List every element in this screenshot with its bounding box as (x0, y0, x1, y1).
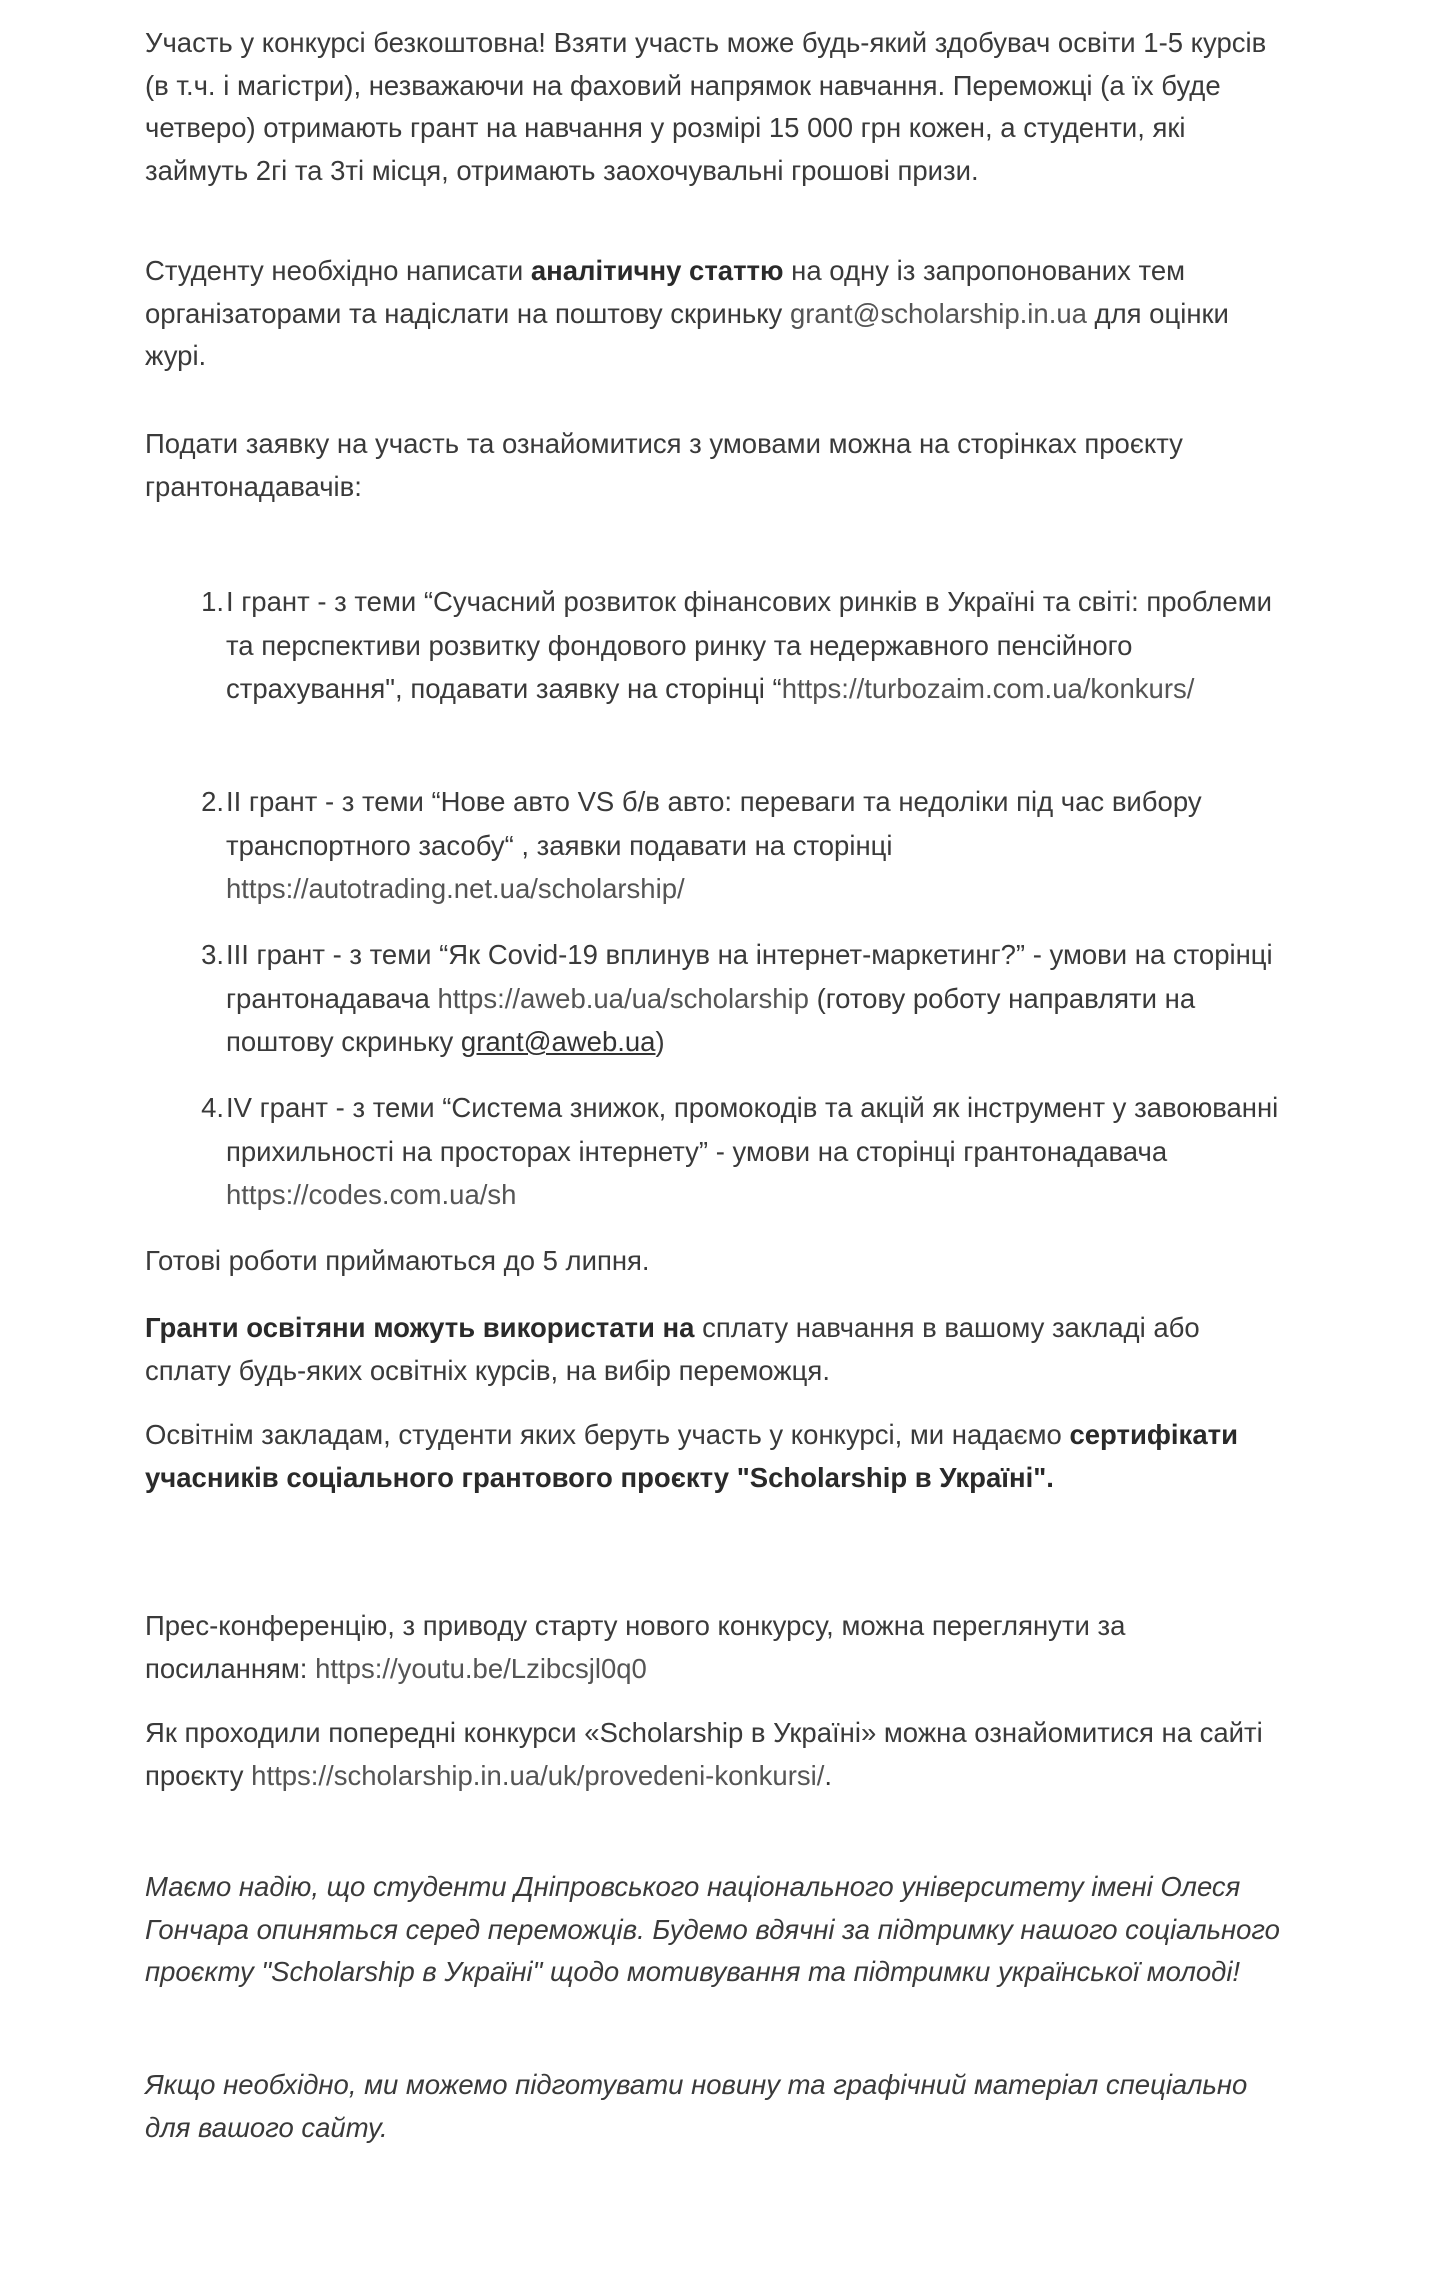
closing-offer-text: Якщо необхідно, ми можемо підготувати новину та графічний матеріал спеціально для вашого сайту. (145, 2069, 1248, 2143)
grant-url-link[interactable]: https://codes.com.ua/sh (226, 1179, 517, 1210)
grant-close-paren: ) (655, 1026, 665, 1057)
grants-use-bold: Гранти освітяни можуть використати на (145, 1312, 695, 1343)
grant-description: ІІ грант - з теми “Нове авто VS б/в авто: переваги та недоліки під час вибору транспортного засобу“ , заявки подавати на сторінці (226, 786, 1202, 861)
scholarship-email-link[interactable]: grant@scholarship.in.ua (789, 297, 1087, 329)
application-info-text: Подати заявку на участь та ознайомитися з умовами можна на сторінках проєкту грантонадавачів: (145, 428, 1183, 502)
closing-hope-text: Маємо надію, що студенти Дніпровського національного університету імені Олеся Гончара опиняться серед переможців. Будемо вдячні за підтримку нашого соціального проєкту "Scholarship в Україні" щодо мотивування та підтримки української молоді! (145, 1871, 1280, 1987)
requirement-text-middle: на одну із запропонованих тем організаторами та надіслати на поштову скриньку (145, 255, 1186, 329)
requirement-text-end: для оцінки журі. (145, 297, 1229, 371)
grant-text (226, 933, 1296, 1064)
grant-number: 4. (201, 1092, 224, 1123)
grant-description: IV грант - з теми “Система знижок, промокодів та акцій як інструмент у завоюванні прихильності на просторах інтернету” - умови на сторінці грантонадавача (226, 1092, 1279, 1167)
grant-url-link[interactable]: https://autotrading.net.ua/scholarship/ (226, 873, 685, 904)
previous-period: . (824, 1759, 833, 1791)
youtube-link[interactable]: https://youtu.be/Lzibcsjl0q0 (315, 1652, 647, 1684)
grant-number: 2. (201, 786, 224, 817)
previous-contests-paragraph (145, 1712, 1285, 1797)
deadline-paragraph (145, 1240, 1285, 1283)
press-conference-paragraph (145, 1605, 1285, 1690)
grant-description: ІІІ грант - з теми “Як Covid-19 вплинув на інтернет-маркетинг?” - умови на сторінці грантонадавача (226, 939, 1273, 1014)
grant-number: 3. (201, 939, 224, 970)
intro-text: Участь у конкурсі безкоштовна! Взяти участь може будь-який здобувач освіти 1-5 курсів (в т.ч. і магістри), незважаючи на фаховий напрямок навчання. Переможці (а їх буде четверо) отримають грант на навчання у розмірі 15 000 грн кожен, а студенти, які займуть 2гі та 3ті місця, отримають заохочувальні грошові призи. (145, 27, 1267, 186)
grant-url-link[interactable]: https://aweb.ua/ua/scholarship (437, 982, 809, 1014)
previous-contests-link[interactable]: https://scholarship.in.ua/uk/provedeni-konkursi/ (251, 1759, 825, 1791)
grant-description: І грант - з теми “Сучасний розвиток фінансових ринків в Україні та світі: проблеми та перспективи розвитку фондового ринку та недержавного пенсійного страхування", подавати заявку на сторінці “ (226, 586, 1272, 704)
grants-use-text: сплату навчання в вашому закладі або сплату будь-яких освітніх курсів, на вибір переможця. (145, 1312, 1200, 1386)
grant-text (226, 780, 1296, 911)
certificates-bold: сертифікати учасників соціального грантового проєкту "Scholarship в Україні". (145, 1419, 1238, 1493)
intro-paragraph (145, 22, 1285, 192)
article-requirement-paragraph (145, 250, 1285, 378)
grant-number: 1. (201, 586, 224, 617)
grant-suffix-text: (готову роботу направляти на поштову скриньку (226, 982, 1196, 1057)
requirement-bold-text: аналітичну статтю (530, 255, 784, 286)
grant-email-link[interactable]: grant@aweb.ua (460, 1026, 656, 1057)
certificates-paragraph (145, 1414, 1285, 1499)
previous-text: Як проходили попередні конкурси «Scholarship в Україні» можна ознайомитися на сайті проєкту (145, 1717, 1263, 1791)
closing-offer-paragraph (145, 2064, 1285, 2149)
grant-text (226, 580, 1296, 711)
press-text: Прес-конференцію, з приводу старту нового конкурсу, можна переглянути за посиланням: (145, 1610, 1126, 1684)
deadline-text: Готові роботи приймаються до 5 липня. (145, 1245, 650, 1276)
grants-use-paragraph (145, 1307, 1285, 1392)
requirement-text-start: Студенту необхідно написати (145, 255, 531, 286)
grant-url-link[interactable]: https://turbozaim.com.ua/konkurs/ (781, 673, 1195, 704)
closing-hope-paragraph (145, 1866, 1285, 1994)
application-info-paragraph (145, 423, 1285, 508)
grant-text (226, 1086, 1296, 1217)
certificates-text: Освітнім закладам, студенти яких беруть участь у конкурсі, ми надаємо (145, 1419, 1070, 1450)
